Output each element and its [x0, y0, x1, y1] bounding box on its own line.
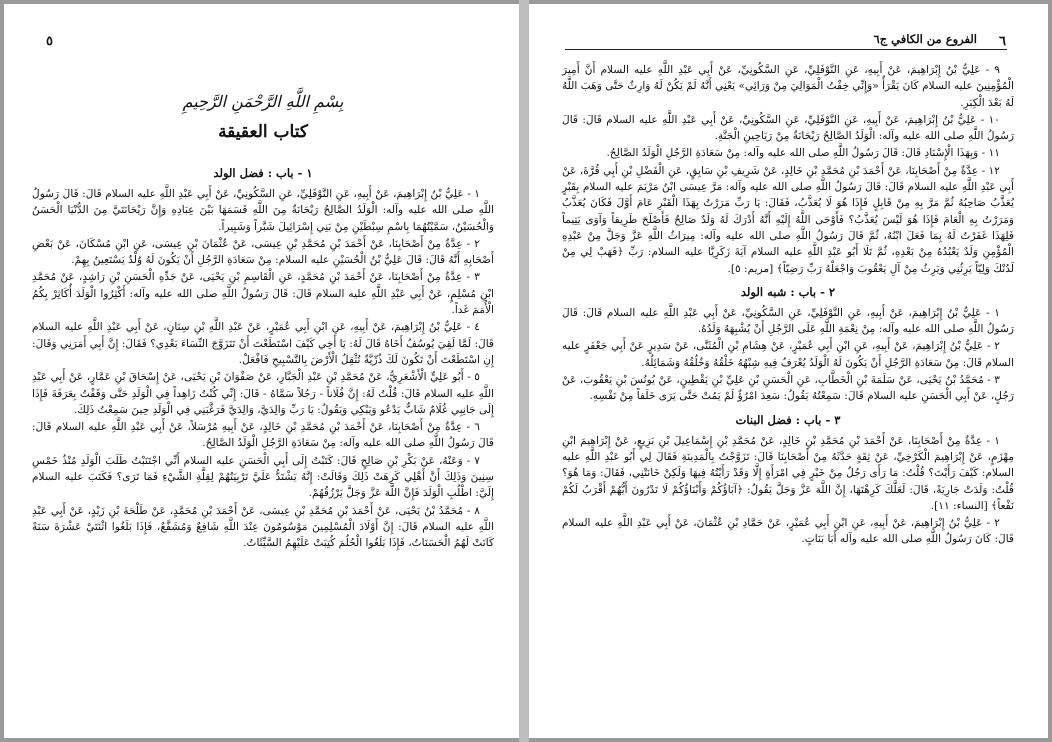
hadith-paragraph: ٢ - عَلِيُّ بْنُ إِبْرَاهِيمَ، عَنْ أَبِيهِ، عَنِ ابْنِ أَبِي عُمَيْرٍ، عَنْ هِشَامِ بْنِ الْمُثَنَّى، عَنْ سَدِيرٍ عَنْ أَبِي جَعْفَرٍ عليه السلام قَالَ: مِنْ سَعَادَةِ الرَّجُلِ أَنْ يَكُونَ لَهُ الْوَلَدُ يُعْرَفُ فِيهِ شِبْهُهُ خَلْقُهُ وَخُلُقُهُ وَشَمَائِلُهُ.	[562, 340, 1014, 369]
hadith-paragraph: ١٢ - عِدَّةٌ مِنْ أَصْحَابِنَا، عَنْ أَحْمَدَ بْنِ مُحَمَّدِ بْنِ خَالِدٍ، عَنْ شَرِيفِ بْنِ سَابِقٍ، عَنِ الْفَضْلِ بْنِ أَبِي قُرَّةَ، عَنْ أَبِي عَبْدِ اللَّهِ عليه السلام قَالَ: قَالَ رَسُولُ اللَّهِ صلى الله عليه وآله: مَرَّ عِيسَى ابْنُ مَرْيَمَ عليه السلام بِقَبْرٍ يُعَذَّبُ صَاحِبُهُ ثُمَّ مَرَّ بِهِ مِنْ قَابِلٍ فَإِذَا هُوَ لَا يُعَذَّبُ، فَقَالَ: يَا رَبِّ مَرَرْتُ بِهَذَا الْقَبْرِ عَامَ أَوَّلَ فَكَانَ يُعَذَّبُ وَمَرَرْتُ بِهِ الْعَامَ فَإِذَا هُوَ لَيْسَ يُعَذَّبُ؟ فَأَوْحَى اللَّهُ إِلَيْهِ أَنَّهُ أَدْرَكَ لَهُ وَلَدٌ صَالِحٌ فَأَصْلَحَ طَرِيقاً وَآوَى يَتِيماً فَلِهَذَا غَفَرْتُ لَهُ بِمَا فَعَلَ ابْنُهُ، ثُمَّ قَالَ رَسُولُ اللَّهِ صلى الله عليه وآله: مِيرَاثُ اللَّهِ عَزَّ وَجَلَّ مِنْ عَبْدِهِ الْمُؤْمِنِ وَلَدٌ يَعْبُدُهُ مِنْ بَعْدِهِ، ثُمَّ تَلَا أَبُو عَبْدِ اللَّهِ عليه السلام آيَةَ زَكَرِيَّا عليه السلام: رَبِّ ﴿فَهَبْ لِي مِنْ لَدُنْكَ وَلِيّاً يَرِثُنِي وَيَرِثُ مِنْ آلِ يَعْقُوبَ وَاجْعَلْهُ رَبِّ رَضِيّاً﴾ [مريم: ٥].	[562, 164, 1014, 275]
chapter-heading: ٣ - باب : فضل البنات	[735, 412, 841, 427]
hadith-paragraph: ٣ - عِدَّةٌ مِنْ أَصْحَابِنَا، عَنْ أَحْمَدَ بْنِ مُحَمَّدٍ، عَنِ الْقَاسِمِ بْنِ يَحْيَى، عَنْ جَدِّهِ الْحَسَنِ بْنِ رَاشِدٍ، عَنْ مُحَمَّدِ ابْنِ مُسْلِمٍ، عَنْ أَبِي عَبْدِ اللَّهِ عليه السلام قَالَ: قَالَ رَسُولُ اللَّهِ صلى الله عليه وآله: أَكْثِرُوا الْوَلَدَ أُكَاثِرْ بِكُمُ الْأُمَمَ غَداً.	[32, 271, 494, 317]
hadith-paragraph: ٩ - عَلِيُّ بْنُ إِبْرَاهِيمَ، عَنْ أَبِيهِ، عَنِ النَّوْفَلِيِّ، عَنِ السَّكُونِيِّ، عَنْ أَبِي عَبْدِ اللَّهِ عليه السلام أَنَّ أَمِيرَ الْمُؤْمِنِينَ عليه السلام كَانَ يَقْرَأُ «وَإِنِّي خِفْتُ الْمَوَالِيَ مِنْ وَرَائِي» يَعْنِي أَنَّهُ لَمْ يَكُنْ لَهُ وَارِثٌ حَتَّى وَهَبَ اللَّهُ لَهُ بَعْدَ الْكِبَرِ.	[562, 64, 1014, 109]
book-gutter	[519, 0, 529, 742]
left-page	[4, 4, 519, 738]
hadith-paragraph: ١ - عَلِيُّ بْنُ إِبْرَاهِيمَ، عَنْ أَبِيهِ، عَنِ النَّوْفَلِيِّ، عَنِ السَّكُونِيِّ، عَنْ أَبِي عَبْدِ اللَّهِ عليه السلام قَالَ: قَالَ رَسُولُ اللَّهِ صلى الله عليه وآله: الْوَلَدُ الصَّالِحُ رَيْحَانَةٌ مِنَ اللَّهِ قَسَمَهَا بَيْنَ عِبَادِهِ وَإِنَّ رَيْحَانَتَيَّ مِنَ الدُّنْيَا الْحَسَنُ وَالْحُسَيْنُ، سَمَّيْتُهُمَا بِاسْمِ سِبْطَيْنِ مِنْ بَنِي إِسْرَائِيلَ شَبَّراً وَشَبِيراً.	[32, 188, 494, 233]
hadith-paragraph: ١ - عَلِيُّ بْنُ إِبْرَاهِيمَ، عَنْ أَبِيهِ، عَنِ النَّوْفَلِيِّ، عَنِ السَّكُونِيِّ، عَنْ أَبِي عَبْدِ اللَّهِ عليه السلام قَالَ: قَالَ رَسُولُ اللَّهِ صلى الله عليه وآله: مِنْ نِعْمَةِ اللَّهِ عَلَى الرَّجُلِ أَنْ يُشْبِهَهُ وَلَدُهُ.	[562, 306, 1014, 336]
right-page	[529, 4, 1048, 738]
book-title: كتاب العقيقة	[218, 122, 308, 142]
hadith-paragraph: ٢ - عِدَّةٌ مِنْ أَصْحَابِنَا، عَنْ أَحْمَدَ بْنِ مُحَمَّدِ بْنِ عِيسَى، عَنْ عُثْمَانَ بْنِ عِيسَى، عَنِ ابْنِ مُسْكَانَ، عَنْ بَعْضِ أَصْحَابِهِ أَنَّهُ قَالَ: قَالَ عَلِيُّ بْنُ الْحُسَيْنِ عليه السلام: مِنْ سَعَادَةِ الرَّجُلِ أَنْ يَكُونَ لَهُ وُلْدٌ يَسْتَعِينُ بِهِمْ.	[32, 237, 494, 267]
page-number: ٦	[999, 34, 1006, 49]
hadith-paragraph: ٥ - أَبُو عَلِيٍّ الْأَشْعَرِيُّ، عَنْ مُحَمَّدِ بْنِ عَبْدِ الْجَبَّارِ، عَنْ صَفْوَانَ بْنِ يَحْيَى، عَنْ إِسْحَاقَ بْنِ عَمَّارٍ، عَنْ أَبِي عَبْدِ اللَّهِ عليه السلام قَالَ: قُلْتُ لَهُ: إِنَّ فُلَاناً - رَجُلاً سَمَّاهُ - قَالَ: إِنِّي كُنْتُ زَاهِداً فِي الْوَلَدِ حَتَّى وَقَفْتُ بِعَرَفَةَ فَإِذَا إِلَى جَانِبِي غُلَامٌ شَابٌّ يَدْعُو وَيَبْكِي وَيَقُولُ: يَا رَبِّ وَالِدَيَّ، وَالِدَيَّ فَرَغَّبَنِي فِي الْوَلَدِ حِينَ سَمِعْتُ ذَلِكَ.	[32, 371, 494, 416]
hadith-paragraph: ١٠ - عَلِيُّ بْنُ إِبْرَاهِيمَ، عَنْ أَبِيهِ، عَنِ النَّوْفَلِيِّ، عَنِ السَّكُونِيِّ، عَنْ أَبِي عَبْدِ اللَّهِ عليه السلام قَالَ: قَالَ رَسُولُ اللَّهِ صلى الله عليه وآله: الْوَلَدُ الصَّالِحُ رَيْحَانَةٌ مِنْ رَيَاحِينِ الْجَنَّةِ.	[562, 113, 1014, 143]
right-page-content	[562, 62, 1014, 549]
hadith-paragraph: ٢ - عَلِيُّ بْنُ إِبْرَاهِيمَ، عَنْ أَبِيهِ، عَنِ ابْنِ أَبِي عُمَيْرٍ، عَنْ حَمَّادِ بْنِ عُثْمَانَ، عَنْ أَبِي عَبْدِ اللَّهِ عليه السلام قَالَ: كَانَ رَسُولُ اللَّهِ صلى الله عليه وآله أَبَا بَنَاتٍ.	[562, 517, 1014, 546]
running-head: الفروع من الكافي ج٦	[565, 32, 1007, 50]
basmala: بِسْمِ اللَّهِ الرَّحْمَنِ الرَّحِيمِ	[182, 92, 344, 111]
left-page-content	[32, 90, 494, 553]
hadith-paragraph: ٤ - عَلِيُّ بْنُ إِبْرَاهِيمَ، عَنْ أَبِيهِ، عَنِ ابْنِ أَبِي عُمَيْرٍ، عَنْ عَبْدِ اللَّهِ بْنِ سِنَانٍ، عَنْ أَبِي عَبْدِ اللَّهِ عليه السلام قَالَ: لَمَّا لَقِيَ يُوسُفُ أَخَاهُ قَالَ لَهُ: يَا أَخِي كَيْفَ اسْتَطَعْتَ أَنْ تَتَزَوَّجَ النِّسَاءَ بَعْدِي؟ فَقَالَ: إِنَّ أَبِي أَمَرَنِي وَقَالَ: إِنِ اسْتَطَعْتَ أَنْ تَكُونَ لَكَ ذُرِّيَّةٌ تُثْقِلُ الْأَرْضَ بِالتَّسْبِيحِ فَافْعَلْ.	[32, 321, 494, 366]
page-number: ٥	[46, 34, 53, 49]
hadith-paragraph: ٣ - مُحَمَّدُ بْنُ يَحْيَى، عَنْ سَلَمَةَ بْنِ الْخَطَّابِ، عَنِ الْحَسَنِ بْنِ عَلِيِّ بْنِ يَقْطِينٍ، عَنْ يُونُسَ بْنِ يَعْقُوبَ، عَنْ رَجُلٍ، عَنْ أَبِي الْحَسَنِ عليه السلام قَالَ: سَمِعْتُهُ يَقُولُ: سَعِدَ امْرُؤٌ لَمْ يَمُتْ حَتَّى يَرَى خَلَفاً مِنْ نَفْسِهِ.	[562, 374, 1014, 403]
hadith-paragraph: ١ - عِدَّةٌ مِنْ أَصْحَابِنَا، عَنْ أَحْمَدَ بْنِ مُحَمَّدِ بْنِ خَالِدٍ، عَنْ مُحَمَّدِ بْنِ إِسْمَاعِيلَ بْنِ بَزِيعٍ، عَنْ إِبْرَاهِيمَ ابْنِ مِهْزَمٍ، عَنْ إِبْرَاهِيمَ الْكَرْخِيِّ، عَنْ ثِقَةٍ حَدَّثَهُ مِنْ أَصْحَابِنَا قَالَ: تَزَوَّجْتُ بِالْمَدِينَةِ فَقَالَ لِي أَبُو عَبْدِ اللَّهِ عليه السلام: كَيْفَ رَأَيْتَ؟ قُلْتُ: مَا رَأَى رَجُلٌ مِنْ خَيْرٍ فِي امْرَأَةٍ إِلَّا وَقَدْ رَأَيْتُهُ فِيهَا وَلَكِنْ خَانَتْنِي، فَقَالَ: وَمَا هُوَ؟ قُلْتُ: وَلَدَتْ جَارِيَةً، قَالَ: لَعَلَّكَ كَرِهْتَهَا، إِنَّ اللَّهَ عَزَّ وَجَلَّ يَقُولُ: ﴿آبَاؤُكُمْ وَأَبْنَاؤُكُمْ لَا تَدْرُونَ أَيُّهُمْ أَقْرَبُ لَكُمْ نَفْعاً﴾ [النساء: ١١].	[562, 434, 1014, 512]
hadith-paragraph: ١١ - وَبِهَذَا الْإِسْنَادِ قَالَ: قَالَ رَسُولُ اللَّهِ صلى الله عليه وآله: مِنْ سَعَادَةِ الرَّجُلِ الْوَلَدُ الصَّالِحُ.	[606, 147, 1000, 160]
chapter-heading: ٢ - باب : شبه الولد	[740, 284, 836, 299]
hadith-paragraph: ٧ - وَعَنْهُ، عَنْ بَكْرِ بْنِ صَالِحٍ قَالَ: كَتَبْتُ إِلَى أَبِي الْحَسَنِ عليه السلام أَنِّي اجْتَنَبْتُ طَلَبَ الْوَلَدِ مُنْذُ خَمْسِ سِنِينَ وَذَلِكَ أَنَّ أَهْلِي كَرِهَتْ ذَلِكَ وَقَالَتْ: إِنَّهُ يَشْتَدُّ عَلَيَّ تَرْبِيَتُهُمْ لِقِلَّةِ الشَّيْءِ فَمَا تَرَى؟ فَكَتَبَ عليه السلام إِلَيَّ: اطْلُبِ الْوَلَدَ فَإِنَّ اللَّهَ عَزَّ وَجَلَّ يَرْزُقُهُمْ.	[32, 454, 494, 500]
hadith-paragraph: ٦ - عِدَّةٌ مِنْ أَصْحَابِنَا، عَنْ أَحْمَدَ بْنِ مُحَمَّدِ بْنِ خَالِدٍ، عَنْ أَبِيهِ مُرْسَلاً، عَنْ أَبِي عَبْدِ اللَّهِ عليه السلام قَالَ: قَالَ رَسُولُ اللَّهِ صلى الله عليه وآله: مِنْ سَعَادَةِ الرَّجُلِ الْوَلَدُ الصَّالِحُ.	[32, 421, 494, 450]
chapter-heading: ١ - باب : فضل الولد	[213, 166, 313, 180]
hadith-paragraph: ٨ - مُحَمَّدُ بْنُ يَحْيَى، عَنْ أَحْمَدَ بْنِ مُحَمَّدِ بْنِ عِيسَى، عَنْ أَحْمَدَ بْنِ مُحَمَّدٍ، عَنْ طَلْحَةَ بْنِ زَيْدٍ، عَنْ أَبِي عَبْدِ اللَّهِ عليه السلام قَالَ: إِنَّ أَوْلَادَ الْمُسْلِمِينَ مَوْسُومُونَ عِنْدَ اللَّهِ شَافِعٌ وَمُشَفَّعٌ، فَإِذَا بَلَغُوا اثْنَتَيْ عَشْرَةَ سَنَةً كَانَتْ لَهُمُ الْحَسَنَاتُ، فَإِذَا بَلَغُوا الْحُلُمَ كُتِبَتْ عَلَيْهِمُ السَّيِّئَاتُ.	[32, 504, 494, 550]
